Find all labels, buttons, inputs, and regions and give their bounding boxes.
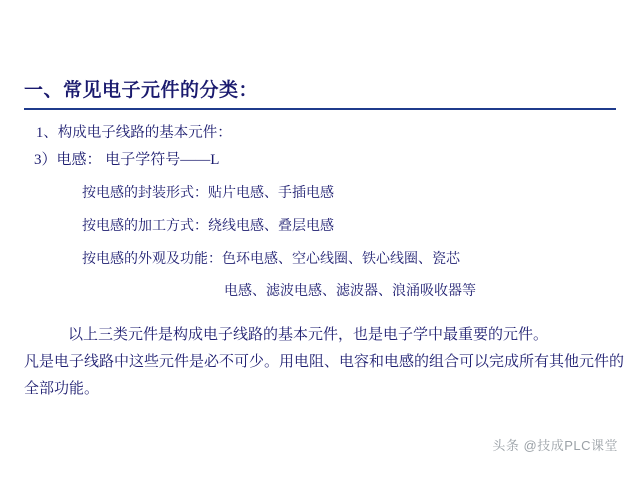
bullet-level1: 1、构成电子线路的基本元件： — [36, 125, 232, 141]
bullet-item-process-type: 按电感的加工方式：绕线电感、叠层电感 — [82, 219, 334, 234]
summary-paragraph-line1: 以上三类元件是构成电子线路的基本元件，也是电子学中最重要的元件。 — [68, 327, 549, 343]
summary-paragraph — [24, 322, 624, 403]
bullet-level2: 3）电感： 电子学符号——L — [34, 152, 220, 168]
slide-body — [24, 118, 624, 303]
bullet-item-appearance-function: 按电感的外观及功能：色环电感、空心线圈、铁心线圈、瓷芯 — [82, 252, 460, 267]
title-divider — [24, 108, 616, 110]
bullet-item-appearance-function-cont: 电感、滤波电感、滤波器、浪涌吸收器等 — [224, 284, 476, 299]
page-title — [24, 78, 616, 104]
page-title-text: 一、常见电子元件的分类： — [24, 80, 259, 101]
watermark-label: 头条 @技成PLC课堂 — [492, 438, 618, 453]
bullet-item-package-type: 按电感的封装形式：贴片电感、手插电感 — [82, 186, 334, 201]
summary-paragraph-line2: 凡是电子线路中这些元件是必不可少。用电阻、电容和电感的组合可以完成所有其他元件的全部功能。 — [24, 354, 625, 397]
